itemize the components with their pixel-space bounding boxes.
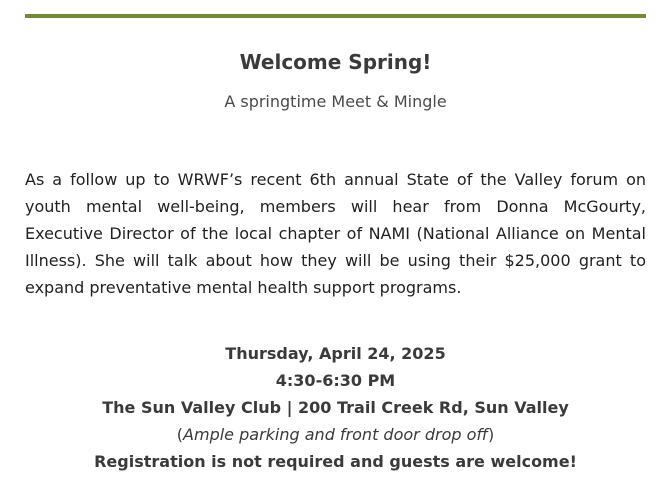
event-location: The Sun Valley Club | 200 Trail Creek Rd, Sun Valley — [102, 398, 569, 417]
event-details — [25, 340, 646, 475]
event-time: 4:30-6:30 PM — [275, 371, 396, 390]
registration-note: Registration is not required and guests are welcome! — [94, 452, 577, 471]
parking-note-line — [25, 421, 646, 448]
parking-close-paren: ) — [487, 425, 495, 444]
parking-open-paren: ( — [176, 425, 184, 444]
event-description: As a follow up to WRWF’s recent 6th annual State of the Valley forum on youth mental well-being, members will hear from Donna McGourty, Executive Director of the local chapter of NAMI (National Alliance on Mental Illness). She will talk about how they will be using their $25,000 grant to expand preventative mental health support programs. — [25, 170, 646, 297]
top-divider — [25, 14, 646, 18]
page-title: Welcome Spring! — [239, 50, 432, 74]
parking-note: Ample parking and front door drop off — [183, 425, 488, 444]
event-date: Thursday, April 24, 2025 — [225, 344, 446, 363]
page-subtitle: A springtime Meet & Mingle — [224, 92, 447, 111]
